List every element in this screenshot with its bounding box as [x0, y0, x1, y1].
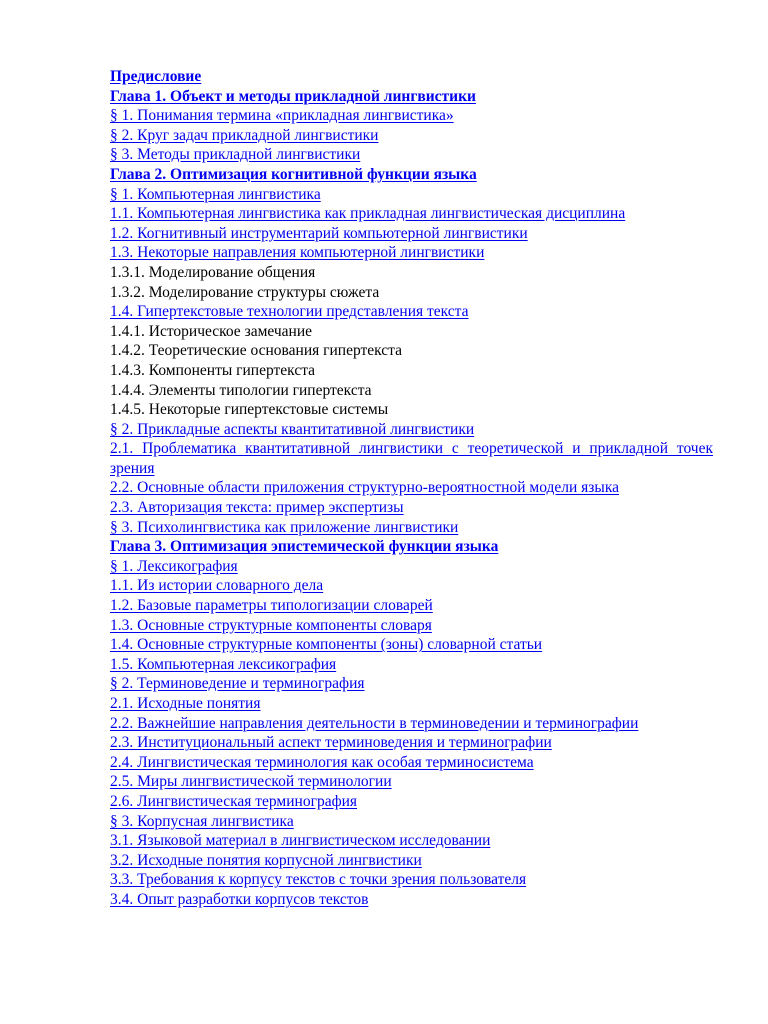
toc-subsection-text: 1.4.2. Теоретические основания гипертекста	[110, 342, 403, 360]
toc-section-link[interactable]: 3.4. Опыт разработки корпусов текстов	[110, 890, 369, 908]
toc-section-link[interactable]: 3.3. Требования к корпусу текстов с точки зрения пользователя	[110, 871, 527, 889]
toc-section-link[interactable]: § 3. Корпусная лингвистика	[110, 812, 294, 830]
toc-section-link[interactable]: § 2. Круг задач прикладной лингвистики	[110, 126, 379, 144]
toc-section-link[interactable]: 2.6. Лингвистическая терминография	[110, 792, 358, 810]
toc-chapter-link[interactable]: Глава 3. Оптимизация эпистемической функции языка	[110, 538, 499, 556]
toc-section-link[interactable]: 1.1. Компьютерная лингвистика как прикладная лингвистическая дисциплина	[110, 205, 626, 223]
toc-section-link[interactable]: 2.1. Проблематика квантитативной лингвистики с теоретической и прикладной точек зрения	[110, 440, 713, 477]
toc-subsection-text: 1.4.3. Компоненты гипертекста	[110, 361, 316, 379]
toc-subsection-text: 1.3.1. Моделирование общения	[110, 263, 316, 281]
toc-section-link[interactable]: 1.3. Некоторые направления компьютерной лингвистики	[110, 244, 485, 262]
toc-section-link[interactable]: 1.1. Из истории словарного дела	[110, 577, 324, 595]
toc-section-link[interactable]: § 1. Лексикография	[110, 557, 238, 575]
toc-section-link[interactable]: 1.2. Когнитивный инструментарий компьютерной лингвистики	[110, 224, 528, 242]
toc-section-link[interactable]: 2.3. Авторизация текста: пример экспертизы	[110, 499, 404, 517]
toc-subsection-text: 1.4.1. Историческое замечание	[110, 322, 313, 340]
toc-section-link[interactable]: § 1. Понимания термина «прикладная лингвистика»	[110, 107, 454, 125]
toc-chapter-link[interactable]: Глава 2. Оптимизация когнитивной функции языка	[110, 165, 477, 183]
toc-section-link[interactable]: 1.5. Компьютерная лексикография	[110, 655, 337, 673]
toc-section-link[interactable]: § 3. Методы прикладной лингвистики	[110, 146, 361, 164]
toc-section-link[interactable]: 2.3. Институциональный аспект терминоведения и терминографии	[110, 734, 552, 752]
table-of-contents	[110, 67, 713, 910]
toc-section-link[interactable]: § 2. Прикладные аспекты квантитативной лингвистики	[110, 420, 475, 438]
toc-section-link[interactable]: § 3. Психолингвистика как приложение лингвистики	[110, 518, 459, 536]
toc-subsection-text: 1.4.4. Элементы типологии гипертекста	[110, 381, 372, 399]
toc-section-link[interactable]: 1.4. Гипертекстовые технологии представления текста	[110, 303, 469, 321]
toc-section-link[interactable]: 3.2. Исходные понятия корпусной лингвистики	[110, 851, 422, 869]
toc-section-link[interactable]: § 1. Компьютерная лингвистика	[110, 185, 321, 203]
toc-chapter-link[interactable]: Глава 1. Объект и методы прикладной лингвистики	[110, 87, 476, 105]
toc-subsection-text: 1.3.2. Моделирование структуры сюжета	[110, 283, 380, 301]
toc-section-link[interactable]: 2.1. Исходные понятия	[110, 695, 261, 712]
toc-section-link[interactable]: 1.4. Основные структурные компоненты (зоны) словарной статьи	[110, 636, 543, 654]
toc-section-link[interactable]: 1.3. Основные структурные компоненты словаря	[110, 616, 432, 634]
toc-section-link[interactable]: 2.5. Миры лингвистической терминологии	[110, 773, 392, 791]
toc-section-link[interactable]: 3.1. Языковой материал в лингвистическом исследовании	[110, 832, 491, 850]
toc-section-link[interactable]: § 2. Терминоведение и терминография	[110, 675, 365, 693]
toc-subsection-text: 1.4.5. Некоторые гипертекстовые системы	[110, 401, 389, 419]
toc-section-link[interactable]: 2.2. Важнейшие направления деятельности в терминоведении и терминографии	[110, 714, 639, 732]
toc-section-link[interactable]: 2.4. Лингвистическая терминология как особая терминосистема	[110, 753, 534, 771]
toc-chapter-link[interactable]: Предисловие	[110, 68, 202, 85]
toc-section-link[interactable]: 2.2. Основные области приложения структурно-вероятностной модели языка	[110, 479, 620, 497]
toc-section-link[interactable]: 1.2. Базовые параметры типологизации словарей	[110, 597, 433, 615]
